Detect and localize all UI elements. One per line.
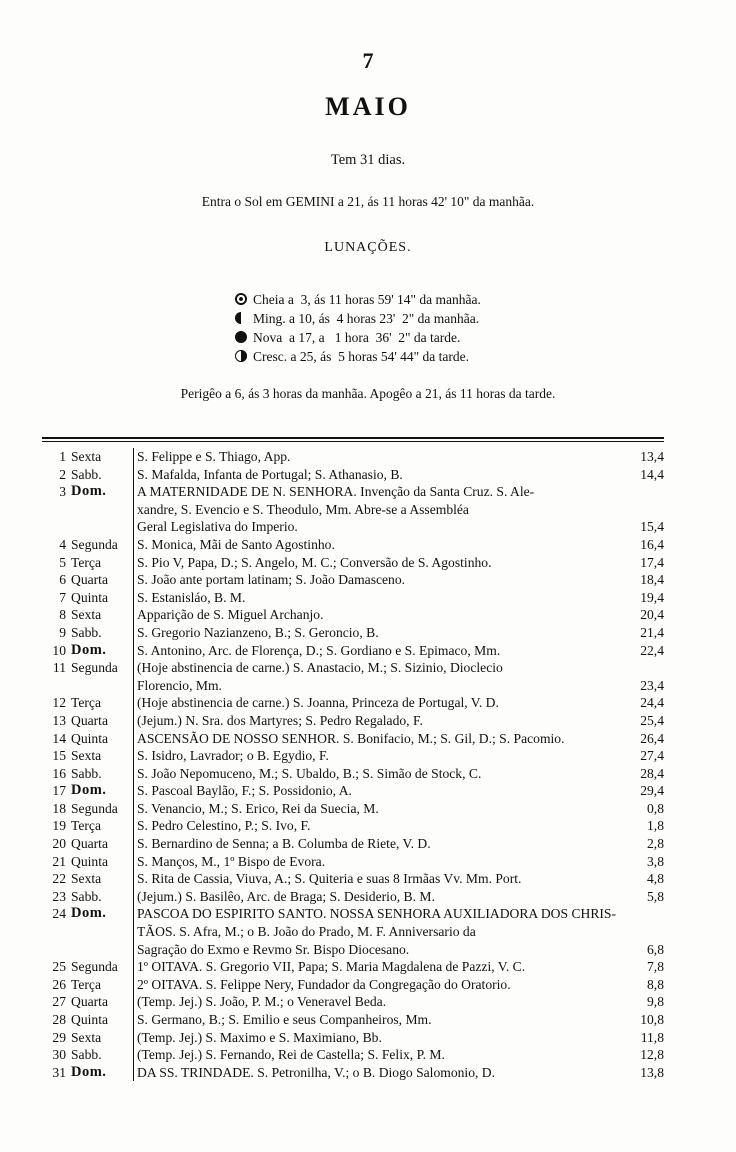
moon-age-value: 16,4 [640, 536, 664, 552]
weekday-name: Terça [71, 695, 101, 711]
lunation-text: Nova a 17, a 1 hora 36' 2" da tarde. [253, 330, 461, 345]
moon-age-value: 5,8 [647, 888, 664, 904]
saint-entry: S. João Nepomuceno, M.; S. Ubaldo, B.; S. Simão de Stock, C. [137, 765, 482, 781]
calendar-day-row [42, 694, 664, 712]
day-number: 31 [52, 1064, 66, 1080]
moon-age-value: 4,8 [647, 871, 664, 887]
saint-entry: S. João ante portam latinam; S. João Damasceno. [137, 572, 406, 588]
weekday-name: Sabb. [71, 765, 102, 781]
new-moon-icon [235, 331, 247, 343]
day-number: 7 [59, 589, 66, 605]
day-number: 13 [52, 712, 66, 728]
saint-entry: (Jejum.) N. Sra. dos Martyres; S. Pedro Regalado, F. [137, 712, 423, 728]
weekday-name: Dom. [71, 483, 107, 500]
day-number: 22 [52, 871, 66, 887]
calendar-day-row [42, 554, 664, 572]
weekday-name: Sexta [71, 748, 102, 764]
day-number: 16 [52, 765, 66, 781]
calendar-day-row [42, 1064, 664, 1082]
calendar-day-row [42, 730, 664, 748]
lunation-row [235, 328, 481, 347]
moon-age-value: 19,4 [640, 589, 664, 605]
weekday-name: Sabb. [71, 466, 102, 482]
weekday-name: Quinta [71, 853, 108, 869]
calendar-day-row [42, 1011, 664, 1029]
saint-entry: S. Pascoal Baylão, F.; S. Possidonio, A. [137, 783, 352, 799]
days-count-line: Tem 31 dias. [330, 152, 406, 168]
day-number: 19 [52, 818, 66, 834]
weekday-name: Terça [71, 976, 101, 992]
weekday-name: Quarta [71, 836, 108, 852]
moon-age-value: 26,4 [640, 730, 664, 746]
moon-age-value: 18,4 [640, 572, 664, 588]
weekday-name: Sexta [71, 1029, 102, 1045]
day-number: 4 [59, 536, 66, 552]
moon-age-value: 7,8 [647, 959, 664, 975]
day-number: 9 [59, 624, 66, 640]
day-number: 28 [52, 1012, 66, 1027]
moon-age-value: 23,4 [640, 677, 664, 693]
day-number: 14 [52, 730, 66, 746]
day-number: 6 [59, 572, 66, 588]
moon-age-value: 28,4 [640, 765, 664, 781]
saint-entry: S. Venancio, M.; S. Erico, Rei da Suecia, M. [137, 800, 379, 816]
moon-age-value: 13,8 [640, 1064, 664, 1080]
saint-entry: S. Antonino, Arc. de Florença, D.; S. Gordiano e S. Epimaco, Mm. [137, 642, 501, 658]
weekday-name: Sexta [71, 871, 102, 887]
page-number: 7 [362, 48, 374, 73]
calendar-day-row [42, 1046, 664, 1064]
full-moon-icon [235, 293, 247, 305]
moon-age-value: 6,8 [647, 941, 664, 957]
calendar-day-row [42, 448, 664, 466]
saint-entry: (Hoje abstinencia de carne.) S. Anastacio, M.; S. Sizinio, Dioclecio Florencio, Mm. [137, 660, 503, 693]
day-number: 10 [52, 642, 66, 658]
saint-entry: S. Bernardino de Senna; a B. Columba de Riete, V. D. [137, 836, 431, 852]
calendar-day-row [42, 589, 664, 607]
day-number: 15 [52, 748, 66, 764]
saint-entry: DA SS. TRINDADE. S. Petronilha, V.; o B. Diogo Salomonio, D. [137, 1064, 496, 1080]
weekday-name: Segunda [71, 660, 118, 676]
weekday-name: Quarta [71, 572, 108, 588]
weekday-name: Quinta [71, 730, 108, 746]
lunation-text: Cheia a 3, ás 11 horas 59' 14" da manhãa. [253, 292, 481, 307]
moon-age-value: 13,4 [640, 449, 664, 464]
moon-age-value: 15,4 [640, 519, 664, 535]
day-number: 23 [52, 888, 66, 904]
moon-age-value: 9,8 [647, 994, 664, 1010]
calendar-day-row [42, 870, 664, 888]
calendar-day-row [42, 712, 664, 730]
lunations-heading: LUNAÇÕES. [324, 240, 412, 255]
lunation-row [235, 347, 481, 366]
moon-age-value: 21,4 [640, 624, 664, 640]
weekday-name: Quarta [71, 994, 108, 1010]
lunations-list [235, 290, 481, 366]
calendar-day-row [42, 993, 664, 1011]
calendar-day-row [42, 659, 664, 694]
calendar-day-row [42, 466, 664, 484]
moon-age-value: 12,8 [640, 1047, 664, 1063]
weekday-name: Quinta [71, 1012, 108, 1027]
calendar-day-row [42, 483, 664, 536]
day-number: 3 [59, 484, 66, 500]
moon-age-value: 25,4 [640, 712, 664, 728]
lunation-text: Ming. a 10, ás 4 horas 23' 2" da manhãa. [253, 311, 480, 326]
day-number: 5 [59, 554, 66, 570]
weekday-name: Sabb. [71, 624, 102, 640]
saint-entry: S. Monica, Mãi de Santo Agostinho. [137, 536, 335, 552]
weekday-name: Dom. [71, 1063, 107, 1080]
day-number: 2 [59, 466, 66, 482]
saint-entry: S. Pio V, Papa, D.; S. Angelo, M. C.; Conversão de S. Agostinho. [137, 554, 492, 570]
saints-calendar-table [42, 448, 664, 1081]
day-number: 17 [52, 783, 66, 799]
saint-entry: S. Gregorio Nazianzeno, B.; S. Geroncio, B. [137, 624, 379, 640]
lunation-text: Cresc. a 25, ás 5 horas 54' 44" da tarde. [253, 349, 470, 364]
saint-entry: S. Mafalda, Infanta de Portugal; S. Athanasio, B. [137, 466, 403, 482]
calendar-day-row [42, 571, 664, 589]
weekday-name: Dom. [71, 641, 107, 658]
weekday-name: Dom. [71, 905, 107, 922]
saint-entry: (Temp. Jej.) S. João, P. M.; o Veneravel Beda. [137, 994, 387, 1010]
saint-entry: (Temp. Jej.) S. Fernando, Rei de Castella; S. Felix, P. M. [137, 1047, 445, 1063]
saint-entry: ASCENSÃO DE NOSSO SENHOR. S. Bonifacio, M.; S. Gil, D.; S. Pacomio. [137, 730, 565, 746]
saint-entry: S. Rita de Cassia, Viuva, A.; S. Quiteria e suas 8 Irmãas Vv. Mm. Port. [137, 871, 522, 887]
saint-entry: S. Estanisláo, B. M. [137, 589, 246, 605]
weekday-name: Segunda [71, 536, 118, 552]
weekday-name: Sexta [71, 607, 102, 623]
calendar-day-row [42, 747, 664, 765]
moon-age-value: 20,4 [640, 607, 664, 623]
moon-age-value: 24,4 [640, 695, 664, 711]
day-number: 21 [52, 853, 66, 869]
day-number: 1 [59, 449, 66, 464]
weekday-name: Quinta [71, 589, 108, 605]
day-number: 11 [52, 660, 66, 676]
saint-entry: 1º OITAVA. S. Gregorio VII, Papa; S. Maria Magdalena de Pazzi, V. C. [137, 959, 526, 975]
saint-entry: A MATERNIDADE DE N. SENHORA. Invenção da Santa Cruz. S. Ale- xandre, S. Evencio e S. Theodulo, Mm. Abre-se a Assembléa Geral Legislativa do Imperio. [137, 484, 535, 535]
moon-age-value: 1,8 [647, 818, 664, 834]
calendar-day-row [42, 800, 664, 818]
perigee-apogee-line: Perigêo a 6, ás 3 horas da manhãa. Apogêo a 21, ás 11 horas da tarde. [180, 386, 556, 401]
weekday-name: Sabb. [71, 888, 102, 904]
month-title: MAIO [325, 92, 411, 121]
lunation-row [235, 290, 481, 309]
saint-entry: S. Isidro, Lavrador; o B. Egydio, F. [137, 748, 329, 764]
saint-entry: Apparição de S. Miguel Archanjo. [137, 607, 324, 623]
saint-entry: 2º OITAVA. S. Felippe Nery, Fundador da Congregação do Oratorio. [137, 976, 511, 992]
calendar-day-row [42, 606, 664, 624]
lunation-row [235, 309, 481, 328]
saint-entry: (Hoje abstinencia de carne.) S. Joanna, Princeza de Portugal, V. D. [137, 695, 499, 711]
weekday-name: Terça [71, 554, 101, 570]
first-quarter-moon-icon [235, 350, 247, 362]
calendar-day-row [42, 624, 664, 642]
calendar-day-row [42, 817, 664, 835]
moon-age-value: 0,8 [647, 800, 664, 816]
calendar-day-row [42, 835, 664, 853]
calendar-day-row [42, 958, 664, 976]
calendar-day-row [42, 765, 664, 783]
moon-age-value: 3,8 [647, 853, 664, 869]
saint-entry: S. Manços, M., 1º Bispo de Evora. [137, 853, 326, 869]
day-number: 24 [52, 906, 66, 922]
moon-age-value: 14,4 [640, 466, 664, 482]
calendar-day-row [42, 782, 664, 800]
moon-age-value: 8,8 [647, 976, 664, 992]
weekday-name: Terça [71, 818, 101, 834]
day-number: 29 [52, 1029, 66, 1045]
table-top-rule-thin [42, 441, 664, 442]
day-number: 20 [52, 836, 66, 852]
moon-age-value: 2,8 [647, 836, 664, 852]
last-quarter-moon-icon [235, 312, 247, 324]
saint-entry: (Temp. Jej.) S. Maximo e S. Maximiano, Bb. [137, 1029, 382, 1045]
saint-entry: S. Felippe e S. Thiago, App. [137, 449, 291, 464]
moon-age-value: 11,8 [640, 1029, 664, 1045]
weekday-name: Quarta [71, 712, 108, 728]
day-number: 26 [52, 976, 66, 992]
day-number: 18 [52, 800, 66, 816]
saint-entry: PASCOA DO ESPIRITO SANTO. NOSSA SENHORA AUXILIADORA DOS CHRIS- TÃOS. S. Afra, M.; o B. João do Prado, M. F. Anniversario da Sagração do Exmo e Revmo Sr. Bispo Diocesano. [137, 906, 617, 957]
weekday-name: Segunda [71, 800, 118, 816]
moon-age-value: 27,4 [640, 748, 664, 764]
day-number: 8 [59, 607, 66, 623]
calendar-day-row [42, 853, 664, 871]
saint-entry: (Jejum.) S. Basilêo, Arc. de Braga; S. Desiderio, B. M. [137, 888, 435, 904]
calendar-day-row [42, 642, 664, 660]
moon-age-value: 10,8 [640, 1012, 664, 1027]
day-number: 27 [52, 994, 66, 1010]
calendar-day-row [42, 1029, 664, 1047]
calendar-day-row [42, 976, 664, 994]
day-number: 25 [52, 959, 66, 975]
calendar-day-row [42, 905, 664, 958]
moon-age-value: 22,4 [640, 642, 664, 658]
weekday-name: Segunda [71, 959, 118, 975]
saint-entry: S. Germano, B.; S. Emilio e seus Companheiros, Mm. [137, 1012, 432, 1027]
sun-entry-line: Entra o Sol em GEMINI a 21, ás 11 horas 42' 10" da manhãa. [201, 194, 535, 209]
weekday-name: Sabb. [71, 1047, 102, 1063]
moon-age-value: 29,4 [640, 783, 664, 799]
calendar-day-row [42, 536, 664, 554]
day-number: 30 [52, 1047, 66, 1063]
moon-age-value: 17,4 [640, 554, 664, 570]
weekday-name: Dom. [71, 782, 107, 799]
weekday-name: Sexta [71, 449, 102, 464]
saint-entry: S. Pedro Celestino, P.; S. Ivo, F. [137, 818, 311, 834]
day-number: 12 [52, 695, 66, 711]
table-top-rule [42, 437, 664, 439]
calendar-day-row [42, 888, 664, 906]
